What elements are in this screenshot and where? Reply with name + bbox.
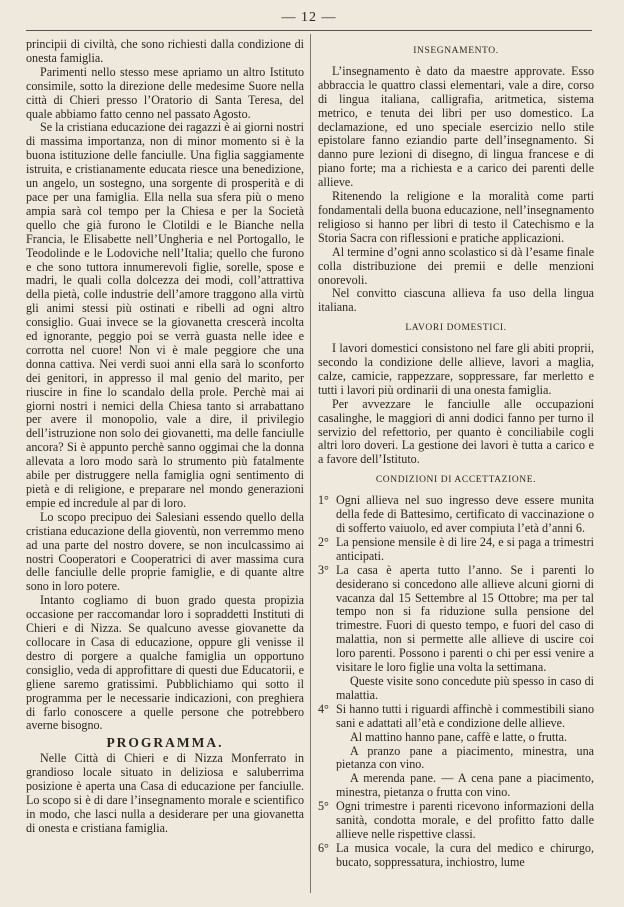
condition-text: Ogni allieva nel suo ingresso deve essere munita della fede di Battesimo, certificato di vaccinazione o di sofferto vaiuolo, ed aver compiuta l’età d’anni 6. xyxy=(336,493,594,535)
paragraph: Lo scopo precipuo dei Salesiani essendo quello della cristiana educazione della gioventù, non verremmo meno ad una parte del nostro dovere, se non inculcassimo ai nostri Cooperatori e Cooperatrici di aver massima cura delle fanciulle delle proprie famiglie, e di quante altre sono in loro potere. xyxy=(26,509,304,594)
paragraph: Parimenti nello stesso mese apriamo un altro Istituto consimile, sotto la direzione delle medesime Suore nella città di Chieri presso l’Oratorio di Santa Teresa, del quale abbiamo fatto cenno nel passato Agosto. xyxy=(26,64,304,121)
paragraph: principii di civiltà, che sono richiesti dalla condizione di onesta famiglia. xyxy=(26,37,304,65)
condition-text: La casa è aperta tutto l’anno. Se i parenti lo desiderano si concedono alle allieve alcuni giorni di vacanza dal 15 Settembre al 15 Ottobre; ma per tal tempo non si fa riduzione sulla pensione del trimestre. Fuori di questo tempo, e fuori del caso di malattia, non si permette alle allieve di uscire coi loro parenti. Possono i parenti o chi per essi venire a visitare le loro figlie una volta la settimana. xyxy=(336,562,594,675)
paragraph: Al termine d’ogni anno scolastico si dà l’esame finale colla distribuzione dei premii e delle menzioni onorevoli. xyxy=(318,244,594,287)
left-column xyxy=(26,38,304,836)
condition-item xyxy=(318,842,594,870)
section-heading-insegnamento: INSEGNAMENTO. xyxy=(413,46,499,56)
condition-number: 3° xyxy=(318,562,329,577)
page-header xyxy=(26,8,592,31)
condition-item xyxy=(318,564,594,675)
paragraph: Nelle Città di Chieri e di Nizza Monferrato in grandioso locale situato in deliziosa e saluberrima posizione è aperta una Casa di educazione per fanciulle. Lo scopo si è di dare l’insegnamento morale e scientifico in modo, che lasci nulla a desiderare per una giovanetta di onesta e cristiana famiglia. xyxy=(26,751,304,835)
meal-line: Al mattino hanno pane, caffè e latte, o frutta. xyxy=(350,729,568,744)
paragraph: Intanto cogliamo di buon grado questa propizia occasione per raccomandar loro i sopraddetti Instituti di Chieri e di Nizza. Se qualcuno avesse giovanette da collocare in Casa di educazione, oppure gli venisse il destro di porgere a qualche famiglia un opportuno consiglio, veda di approfittare di questi due Educatorii, e gliene saremo gratissimi. Pubblichiamo qui sotto il programma per le necessarie indicazioni, con preghiera di farlo conoscere a quelle persone che potrebbero averne bisogno. xyxy=(26,593,304,733)
condition-text: Si hanno tutti i riguardi affinchè i commestibili siano sani e adattati all’età e condizione delle allieve. xyxy=(336,701,594,730)
condition-number: 2° xyxy=(318,534,329,549)
condition-number: 5° xyxy=(318,799,329,814)
paragraph: Ritenendo la religione e la moralità come parti fondamentali della buona educazione, nell’insegnamento religioso si hanno per libri di testo il Catechismo e la Storia Sacra con riflessioni e pratiche applicazioni. xyxy=(318,189,594,245)
condition-number: 1° xyxy=(318,493,329,508)
paragraph: Nel convitto ciascuna allieva fa uso della lingua italiana. xyxy=(318,286,594,315)
page-number: — 12 — xyxy=(281,10,337,25)
paragraph: Per avvezzare le fanciulle alle occupazioni casalinghe, le maggiori di anni dodici fanno per turno il servizio del refettorio, per quanto è conciliabile cogli altri loro doveri. La gestione dei lavori è tutta a carico e a favore dell’Istituto. xyxy=(318,396,594,467)
section-heading-lavori: LAVORI DOMESTICI. xyxy=(405,323,507,334)
section-heading-condizioni: CONDIZIONI DI ACCETTAZIONE. xyxy=(375,475,537,486)
condition-text: La musica vocale, la cura del medico e chirurgo, bucato, soppressatura, inchiostro, lume xyxy=(336,840,594,869)
condition-text: La pensione mensile è di lire 24, e si paga a trimestri anticipati. xyxy=(336,534,594,563)
paragraph: L’insegnamento è dato da maestre approvate. Esso abbraccia le quattro classi elementari, vale a dire, corso di lingua italiana, calligrafia, aritmetica, sistema metrico, e tenuta dei libri per uso domestico. La declamazione, ed uno speciale esercizio nello stile epistolare fanno eziandio parte dell’insegnamento. Si danno pure lezioni di disegno, di lingua francese e di piano forte; ma a richiesta e a carico dei parenti delle allieve. xyxy=(318,63,594,190)
visits-note: Queste visite sono concedute più spesso in caso di malattia. xyxy=(336,673,594,702)
condition-number: 6° xyxy=(318,840,329,855)
condition-item xyxy=(318,800,594,842)
meal-line: A merenda pane. — A cena pane a piacimento, minestra, pietanza o frutta con vino. xyxy=(336,771,594,800)
condition-number: 4° xyxy=(318,701,329,716)
column-divider xyxy=(310,34,311,893)
meal-line: A pranzo pane a piacimento, minestra, una pietanza con vino. xyxy=(336,743,594,772)
paragraph: Se la cristiana educazione dei ragazzi è ai giorni nostri di massima importanza, non di minor momento si è la buona istituzione delle fanciulle. Una figlia saggiamente istruita, e cristianamente educata riesce una benedizione, un angelo, un sostegno, una sorgente di prosperità e di pace per una famiglia. Ella nella sua sfera più o meno ampia sarà col tempo per la Chiesa e per la Società quello che già furono le Clotildi e le Bianche nella Francia, le Elisabette nell’Ungheria e nel Portogallo, le Teodolinde e le Lodoviche nell’Italia; quello che furono e che sono tuttora innumerevoli figlie, sorelle, spose e madri, le quali colla dolcezza dei modi, coll’attrattiva della pietà, colle industrie dell’amore traggono alla virtù gli animi stessi più ostinati e ribelli ad ogni altro consiglio. Guai invece se la giovanetta crescerà incolta ed ignorante, peggio poi se verrà guasta nelle idee e corrotta nel cuore! Non vi è male peggiore che una donna cattiva. Nei verdi suoi anni ella sarà lo sconforto dei genitori, in appresso il mal genio del marito, per riuscire in fine lo scandalo della prole. Perchè mai ai giorni nostri i nemici della Chiesa tanto si arrabattano per avere il monopolio, vale a dire, il privilegio dell’istruzione non solo dei giovanetti, ma delle fanciulle ancora? Si è appunto perchè sanno oggimai che la donna allevata a loro modo sarà lo strumento più fatalmente abile per distruggere nella famiglia ogni sentimento di pietà e di religione, e preparare nel mondo generazioni empie ed incredule al par di loro. xyxy=(26,120,304,510)
condition-text: Ogni trimestre i parenti ricevono informazioni della sanità, condotta morale, e del profitto fatto dalle allieve nelle rispettive classi. xyxy=(336,799,594,841)
condition-item xyxy=(318,703,594,731)
right-column xyxy=(318,38,594,870)
condition-item xyxy=(318,494,594,536)
paragraph: I lavori domestici consistono nel fare gli abiti proprii, secondo la condizione delle allieve, lavori a maglia, calze, camicie, rappezzare, soppressare, far merletto e tutti i lavori più ordinarii di una onesta famiglia. xyxy=(318,341,594,397)
condition-item xyxy=(318,536,594,564)
program-title: PROGRAMMA. xyxy=(106,735,224,751)
